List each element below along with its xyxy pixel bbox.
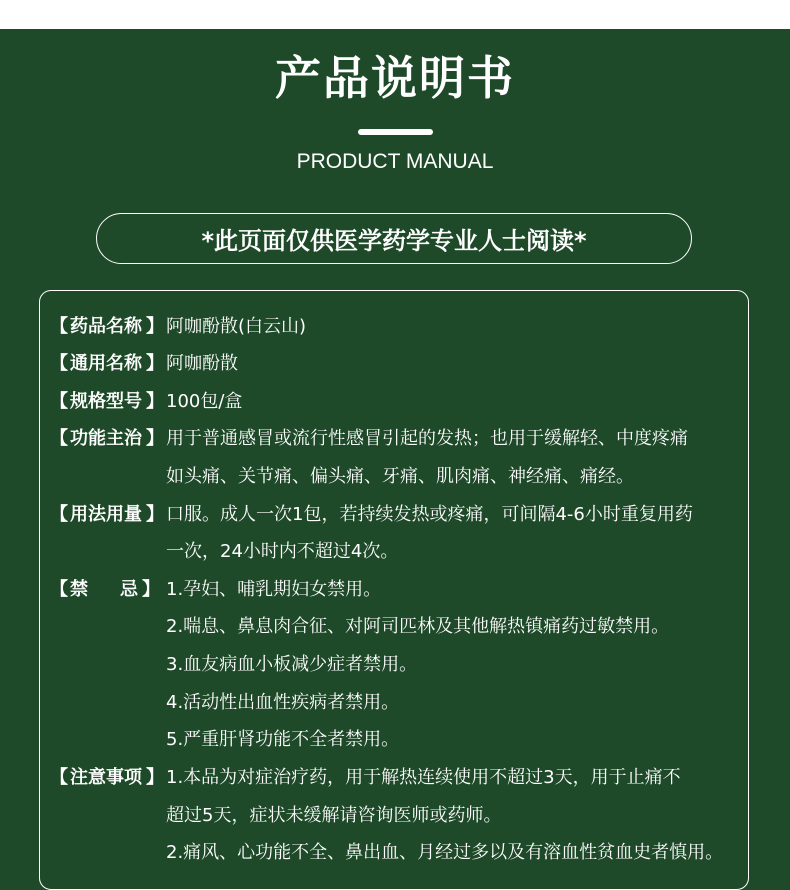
contraindication-item: 1.孕妇、哺乳期妇女禁用。 xyxy=(166,579,382,600)
contraindication-item: 5.严重肝肾功能不全者禁用。 xyxy=(166,729,400,750)
page-subtitle: PRODUCT MANUAL xyxy=(296,150,494,173)
indications-line: 用于普通感冒或流行性感冒引起的发热；也用于缓解轻、中度疼痛 xyxy=(166,428,688,449)
indications-line: 如头痛、关节痛、偏头痛、牙痛、肌肉痛、神经痛、痛经。 xyxy=(166,466,634,487)
field-label: 【 禁 忌 】 xyxy=(50,579,160,600)
page-title: 产品说明书 xyxy=(275,51,515,105)
professional-notice xyxy=(96,213,692,264)
contraindication-item: 4.活动性出血性疾病者禁用。 xyxy=(166,692,400,713)
notice-text: *此页面仅供医学药学专业人士阅读* xyxy=(201,227,587,255)
precaution-line: 2.痛风、心功能不全、鼻出血、月经过多以及有溶血性贫血史者慎用。 xyxy=(166,842,724,863)
contraindication-item: 2.喘息、鼻息肉合征、对阿司匹林及其他解热镇痛药过敏禁用。 xyxy=(166,616,670,637)
common-name-value: 阿咖酚散 xyxy=(166,353,238,374)
drug-name-value: 阿咖酚散(白云山) xyxy=(166,316,307,337)
title-underline xyxy=(358,129,433,135)
field-label: 【 功能主治 】 xyxy=(50,428,164,449)
precaution-line: 超过5天，症状未缓解请咨询医师或药师。 xyxy=(166,805,502,826)
spec-value: 100包/盒 xyxy=(166,391,243,412)
field-label: 【 通用名称 】 xyxy=(50,353,164,374)
dosage-line: 一次，24小时内不超过4次。 xyxy=(166,541,399,562)
field-label: 【 规格型号 】 xyxy=(50,391,164,412)
contraindication-item: 3.血友病血小板减少症者禁用。 xyxy=(166,654,418,675)
dosage-line: 口服。成人一次1包，若持续发热或疼痛，可间隔4-6小时重复用药 xyxy=(166,504,693,525)
field-label: 【 注意事项 】 xyxy=(50,767,164,788)
field-label: 【 药品名称 】 xyxy=(50,316,164,337)
top-white-strip xyxy=(0,0,790,29)
precaution-line: 1.本品为对症治疗药，用于解热连续使用不超过3天，用于止痛不 xyxy=(166,767,681,788)
field-label: 【 用法用量 】 xyxy=(50,504,164,525)
